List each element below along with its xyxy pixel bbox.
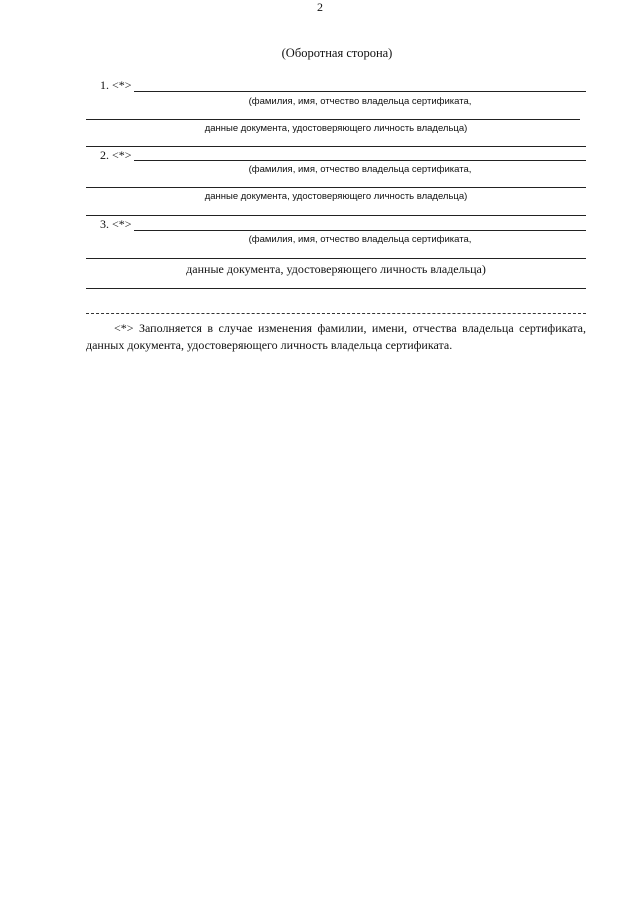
page-number: 2 xyxy=(317,0,323,14)
entry-3-name-line[interactable] xyxy=(134,230,586,231)
entry-1-label: 1. <*> xyxy=(100,78,132,92)
entry-1-line-2[interactable] xyxy=(86,119,580,120)
entry-1-caption-name: (фамилия, имя, отчество владельца сертификата, xyxy=(248,96,472,107)
entry-2-label: 2. <*> xyxy=(100,148,132,162)
entry-3 xyxy=(86,217,586,297)
entry-3-caption-name: (фамилия, имя, отчество владельца сертификата, xyxy=(248,234,472,245)
entry-2-line-2[interactable] xyxy=(86,187,586,188)
entry-2-name-line[interactable] xyxy=(134,160,586,161)
page-side-title: (Оборотная сторона) xyxy=(281,46,393,60)
entry-2-line-3[interactable] xyxy=(86,215,586,216)
entry-1-name-line[interactable] xyxy=(134,91,586,92)
entry-3-line-2[interactable] xyxy=(86,258,586,259)
entry-3-label: 3. <*> xyxy=(100,217,132,231)
footnote: <*> Заполняется в случае изменения фамилии, имени, отчества владельца сертификата, данных документа, удостоверяющего личность владельца сертификата. xyxy=(86,321,586,352)
entry-1-caption-doc: данные документа, удостоверяющего личность владельца) xyxy=(204,123,468,134)
entry-1 xyxy=(86,78,586,148)
entry-1-line-3[interactable] xyxy=(86,146,586,147)
entry-3-caption-doc: данные документа, удостоверяющего личность владельца) xyxy=(186,262,486,276)
entry-2-caption-name: (фамилия, имя, отчество владельца сертификата, xyxy=(248,164,472,175)
entry-2 xyxy=(86,148,586,218)
entry-3-line-3[interactable] xyxy=(86,288,586,289)
entry-2-caption-doc: данные документа, удостоверяющего личность владельца) xyxy=(204,191,468,202)
footnote-separator xyxy=(86,313,586,314)
